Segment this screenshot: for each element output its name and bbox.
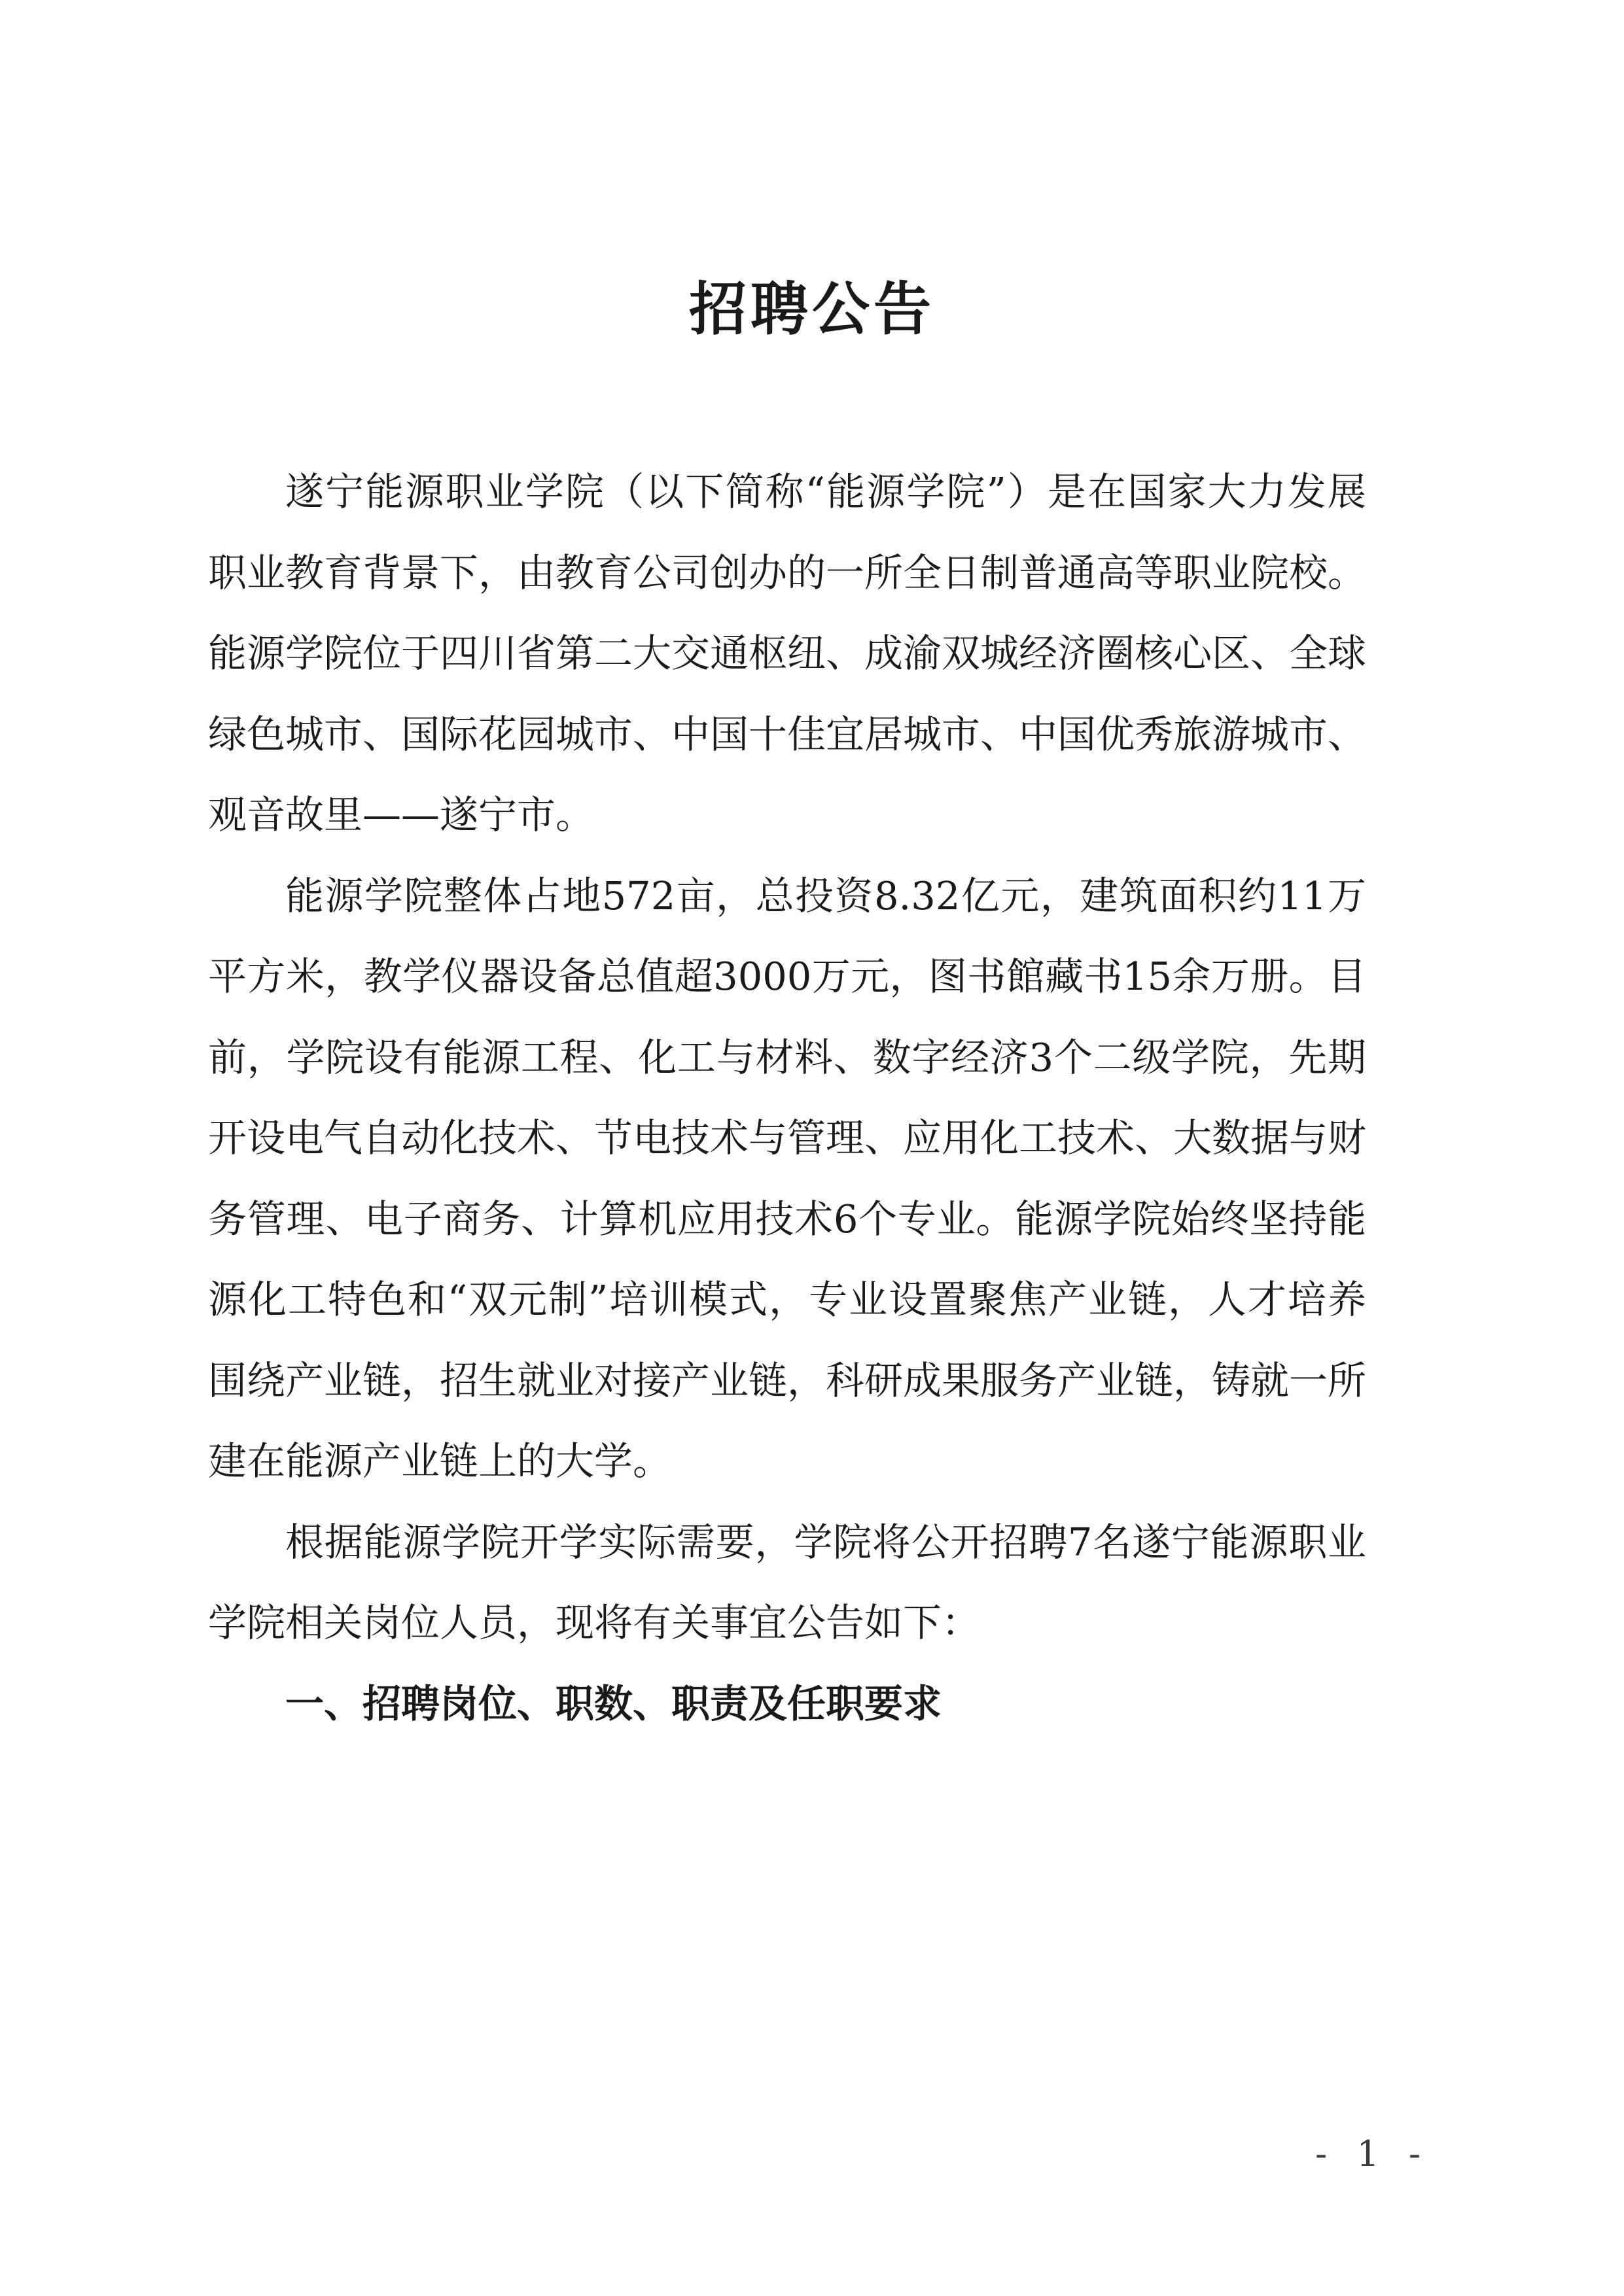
page-number: - 1 - — [1315, 2133, 1430, 2174]
section-heading: 一、招聘岗位、职数、职责及任职要求 — [285, 1680, 942, 1726]
paragraph-intro: 遂宁能源职业学院（以下简称“能源学院”）是在国家大力发展职业教育背景下，由教育公司创办的一所全日制普通高等职业院校。能源学院位于四川省第二大交通枢纽、成渝双城经济圈核心区、全球绿色城市、国际花园城市、中国十佳宜居城市、中国优秀旅游城市、观音故里——遂宁市。 — [208, 469, 1367, 837]
document-title: 招聘公告 — [688, 275, 935, 343]
paragraph-recruitment-notice: 根据能源学院开学实际需要，学院将公开招聘7名遂宁能源职业学院相关岗位人员，现将有关事宜公告如下： — [208, 1519, 1366, 1645]
document-body — [208, 451, 1366, 1744]
paragraph-campus-overview: 能源学院整体占地572亩，总投资8.32亿元，建筑面积约11万平方米，教学仪器设备总值超3000万元，图书館藏书15余万册。目前，学院设有能源工程、化工与材料、数字经济3个二级学院，先期开设电气自动化技术、节电技术与管理、应用化工技术、大数据与财务管理、电子商务、计算机应用技术6个专业。能源学院始终坚持能源化工特色和“双元制”培训模式，专业设置聚焦产业链，人才培养围绕产业链，招生就业对接产业链，科研成果服务产业链，铸就一所建在能源产业链上的大学。 — [208, 873, 1367, 1484]
